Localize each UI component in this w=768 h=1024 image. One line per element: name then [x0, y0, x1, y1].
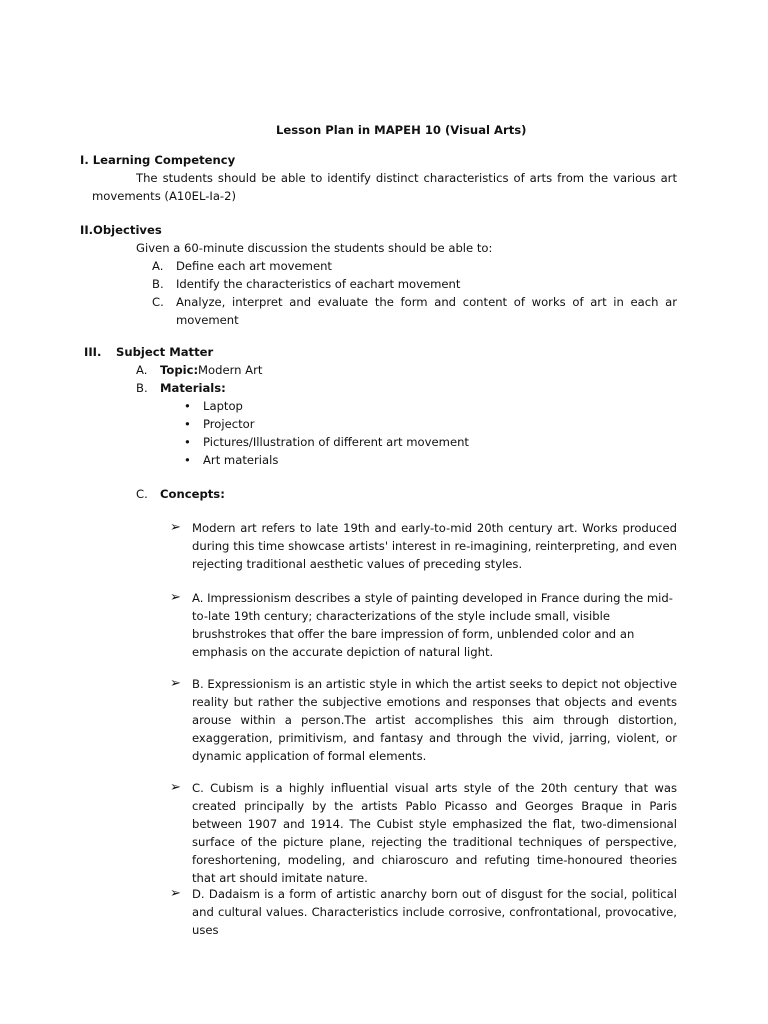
concept-paragraph: Modern art refers to late 19th and early-to-mid 20th century art. Works produced during this time showcase artists' interest in re-imagining, reinterpreting, and even rejecting traditional aesthetic values of preceding styles.	[192, 521, 677, 571]
arrow-bullet-icon: ➢	[170, 590, 181, 605]
concept-paragraph: B. Expressionism is an artistic style in which the artist seeks to depict not objective reality but rather the subjective emotions and responses that objects and events arouse within a person.The artist accomplishes this aim through distortion, exaggeration, primitivism, and fantasy and through the vivid, jarring, violent, or dynamic application of formal elements.	[192, 677, 677, 763]
material-item: Projector	[203, 417, 255, 431]
arrow-bullet-icon: ➢	[170, 676, 181, 691]
learning-competency-text: The students should be able to identify distinct characteristics of arts from the various art movements (A10EL-Ia-2)	[92, 171, 677, 203]
objective-item: Define each art movement	[176, 259, 332, 273]
concepts-label: Concepts:	[160, 487, 225, 501]
material-item: Laptop	[203, 399, 243, 413]
document-title: Lesson Plan in MAPEH 10 (Visual Arts)	[276, 123, 527, 137]
concepts-letter: C.	[136, 487, 148, 501]
material-item: Art materials	[203, 453, 279, 467]
bullet: •	[184, 417, 191, 431]
topic-value: Modern Art	[198, 363, 263, 377]
arrow-bullet-icon: ➢	[170, 520, 181, 535]
materials-label: Materials:	[160, 381, 226, 395]
subject-matter-heading: Subject Matter	[116, 345, 214, 359]
bullet: •	[184, 453, 191, 467]
concept-paragraph: A. Impressionism describes a style of painting developed in France during the mid-to-late 19th century; characterizations of the style include small, visible brushstrokes that offer the bare impression of form, unblended color and an emphasis on the accurate depiction of natural light.	[192, 591, 673, 659]
objective-letter: B.	[152, 277, 164, 291]
arrow-bullet-icon: ➢	[170, 886, 181, 901]
objectives-intro: Given a 60-minute discussion the students should be able to:	[136, 241, 493, 255]
objectives-heading: II.Objectives	[80, 223, 162, 237]
subject-matter-numeral: III.	[84, 345, 102, 359]
concept-paragraph: D. Dadaism is a form of artistic anarchy born out of disgust for the social, political and cultural values. Characteristics include corrosive, confrontational, provocative, uses	[192, 887, 677, 937]
bullet: •	[184, 435, 191, 449]
bullet: •	[184, 399, 191, 413]
materials-letter: B.	[136, 381, 148, 395]
concept-paragraph: C. Cubism is a highly influential visual arts style of the 20th century that was created principally by the artists Pablo Picasso and Georges Braque in Paris between 1907 and 1914. The Cubist style emphasized the flat, two-dimensional surface of the picture plane, rejecting the traditional techniques of perspective, foreshortening, modeling, and chiaroscuro and refuting time-honoured theories that art should imitate nature.	[192, 781, 677, 885]
topic-label: Topic:	[160, 363, 199, 377]
objective-item: Identify the characteristics of eachart movement	[176, 277, 461, 291]
learning-competency-heading: I. Learning Competency	[80, 153, 236, 167]
material-item: Pictures/Illustration of different art movement	[203, 435, 469, 449]
objective-letter: A.	[152, 259, 164, 273]
topic-letter: A.	[136, 363, 148, 377]
objective-item: Analyze, interpret and evaluate the form and content of works of art in each ar movement	[176, 295, 677, 327]
arrow-bullet-icon: ➢	[170, 780, 181, 795]
objective-letter: C.	[152, 295, 164, 309]
